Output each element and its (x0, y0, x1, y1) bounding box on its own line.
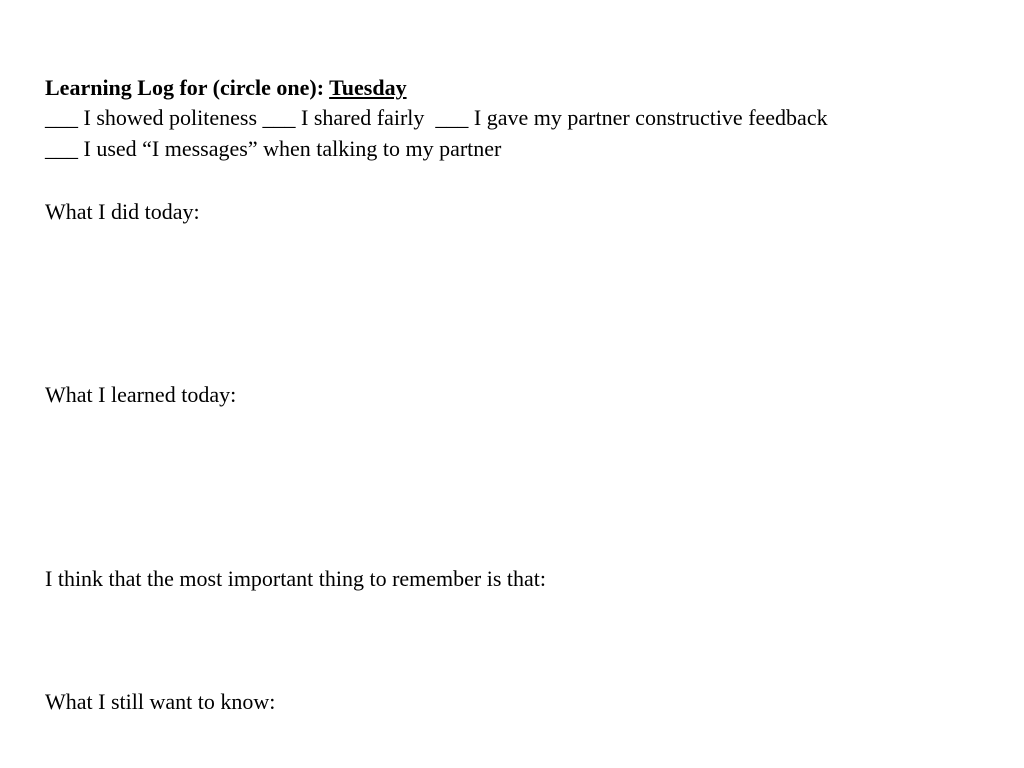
behavior-checklist-line-2: ___ I used “I messages” when talking to my partner (45, 136, 502, 161)
prompt-most-important-thing: I think that the most important thing to remember is that: (45, 566, 547, 591)
prompt-what-i-did-today: What I did today: (45, 199, 200, 224)
selected-day: Tuesday (329, 75, 407, 100)
learning-log-title (45, 72, 407, 103)
behavior-checklist-line-1: ___ I showed politeness ___ I shared fairly ___ I gave my partner constructive feedback (45, 105, 828, 130)
prompt-what-i-learned-today: What I learned today: (45, 382, 237, 407)
prompt-what-i-still-want-to-know: What I still want to know: (45, 689, 276, 714)
title-prefix: Learning Log for (circle one): (45, 75, 330, 100)
